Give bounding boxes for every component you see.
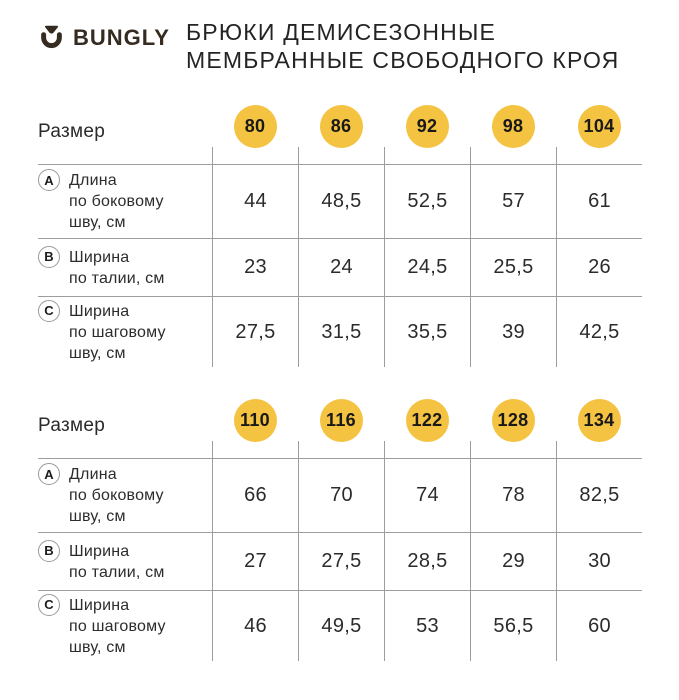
size-header-cell: [212, 394, 298, 458]
size-badge: 86: [320, 105, 363, 148]
measurement-value-cell: 27,5: [212, 296, 298, 367]
measurement-row-label: [38, 532, 212, 590]
measurement-label-text: Ширина по шаговому шву, см: [69, 302, 166, 362]
size-badge: 116: [320, 399, 363, 442]
page-title-line1: БРЮКИ ДЕМИСЕЗОННЫЕ: [186, 19, 497, 45]
measurement-value-cell: 26: [556, 238, 642, 296]
column-divider-tick: [298, 147, 299, 164]
page-title: [186, 18, 656, 74]
size-row-header-label: Размер: [38, 121, 106, 142]
measurement-marker-b: B: [38, 246, 60, 268]
size-badge: 122: [406, 399, 449, 442]
measurement-marker-b: B: [38, 540, 60, 562]
size-row-header-label: Размер: [38, 415, 106, 436]
measurement-row-label: [38, 296, 212, 367]
measurement-value-cell: 30: [556, 532, 642, 590]
measurement-value-cell: 61: [556, 164, 642, 238]
page-title-line2: МЕМБРАННЫЕ СВОБОДНОГО КРОЯ: [186, 47, 620, 73]
measurement-marker-a: A: [38, 169, 60, 191]
measurement-marker-a: A: [38, 463, 60, 485]
measurement-value-cell: 57: [470, 164, 556, 238]
bungly-smile-icon: [38, 24, 65, 51]
size-header-cell: [384, 100, 470, 164]
measurement-row-label: [38, 458, 212, 532]
measurement-row-label: [38, 590, 212, 661]
size-header-cell: [384, 394, 470, 458]
size-badge: 134: [578, 399, 621, 442]
measurement-value-cell: 60: [556, 590, 642, 661]
measurement-label-text: Ширина по талии, см: [69, 248, 165, 287]
size-header-cell: [470, 100, 556, 164]
size-header-cell: [556, 394, 642, 458]
measurement-value-cell: 31,5: [298, 296, 384, 367]
measurement-row-label: [38, 164, 212, 238]
column-divider-tick: [384, 147, 385, 164]
size-header-cell: [556, 100, 642, 164]
size-badge: 104: [578, 105, 621, 148]
measurement-value-cell: 23: [212, 238, 298, 296]
measurement-value-cell: 56,5: [470, 590, 556, 661]
measurement-marker-c: C: [38, 300, 60, 322]
measurement-label-text: Длина по боковому шву, см: [69, 466, 164, 525]
size-header-cell: [298, 394, 384, 458]
measurement-value-cell: 27: [212, 532, 298, 590]
measurement-value-cell: 53: [384, 590, 470, 661]
measurement-label-text: Длина по боковому шву, см: [69, 172, 164, 231]
measurement-value-cell: 35,5: [384, 296, 470, 367]
measurement-value-cell: 48,5: [298, 164, 384, 238]
size-table-large: [38, 394, 642, 661]
size-header-cell: [470, 394, 556, 458]
size-header-cell: [298, 100, 384, 164]
size-badge: 92: [406, 105, 449, 148]
column-divider-tick: [556, 441, 557, 458]
brand-name: BUNGLY: [73, 24, 170, 50]
measurement-label-text: Ширина по талии, см: [69, 542, 165, 581]
size-badge: 80: [234, 105, 277, 148]
measurement-value-cell: 70: [298, 458, 384, 532]
size-header-cell: [212, 100, 298, 164]
measurement-value-cell: 49,5: [298, 590, 384, 661]
measurement-row-label: [38, 238, 212, 296]
size-badge: 128: [492, 399, 535, 442]
measurement-value-cell: 74: [384, 458, 470, 532]
column-divider-tick: [470, 441, 471, 458]
measurement-value-cell: 29: [470, 532, 556, 590]
column-divider-tick: [212, 441, 213, 458]
measurement-label-group: [38, 247, 165, 289]
measurement-label-group: [38, 541, 165, 583]
column-divider-tick: [384, 441, 385, 458]
measurement-value-cell: 46: [212, 590, 298, 661]
measurement-label-group: [38, 301, 166, 364]
measurement-marker-c: C: [38, 594, 60, 616]
column-divider-tick: [556, 147, 557, 164]
size-table-small: [38, 100, 642, 367]
measurement-value-cell: 39: [470, 296, 556, 367]
measurement-value-cell: 78: [470, 458, 556, 532]
measurement-label-group: [38, 170, 164, 233]
measurement-value-cell: 66: [212, 458, 298, 532]
measurement-value-cell: 42,5: [556, 296, 642, 367]
measurement-label-group: [38, 464, 164, 527]
size-badge: 98: [492, 105, 535, 148]
measurement-value-cell: 24: [298, 238, 384, 296]
measurement-value-cell: 28,5: [384, 532, 470, 590]
measurement-value-cell: 44: [212, 164, 298, 238]
brand-logo: [38, 24, 170, 51]
size-badge: 110: [234, 399, 277, 442]
measurement-value-cell: 52,5: [384, 164, 470, 238]
column-divider-tick: [470, 147, 471, 164]
measurement-value-cell: 25,5: [470, 238, 556, 296]
column-divider-tick: [298, 441, 299, 458]
column-divider-tick: [212, 147, 213, 164]
measurement-label-group: [38, 595, 166, 658]
measurement-value-cell: 82,5: [556, 458, 642, 532]
measurement-value-cell: 27,5: [298, 532, 384, 590]
measurement-value-cell: 24,5: [384, 238, 470, 296]
measurement-label-text: Ширина по шаговому шву, см: [69, 596, 166, 656]
